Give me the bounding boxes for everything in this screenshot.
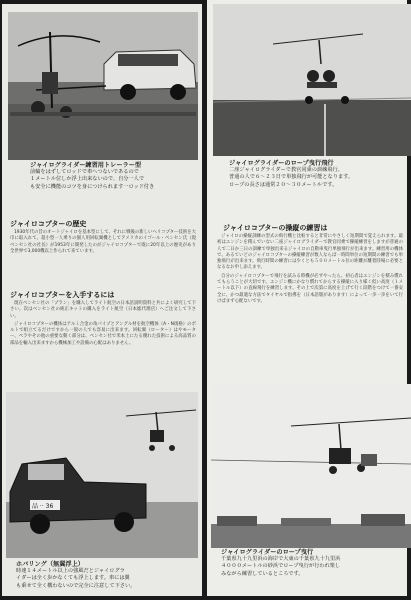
caption-title: ホバリング（無翼浮上） [16, 561, 84, 568]
caption-line: イダーは全く歩かなくても浮上します。車には翼 [16, 575, 130, 582]
training-heading: ジャイロコプターの操縦の練習は [223, 224, 328, 232]
caption-title: ジャイログライダーのロープ曳行飛行 [229, 160, 334, 167]
caption-line: みながら練習しているところです。 [221, 570, 304, 577]
hovering-caption [16, 561, 198, 590]
caption-title: ジャイログライダーのロープ曳行 [221, 549, 314, 556]
caption-line: 千葉県九十九里浜の海岸で大東の千葉県九十九里浜 [221, 556, 341, 563]
caption-line: ロープの長さは通常２０〜３０メートルです。 [229, 181, 338, 188]
right-page [207, 0, 407, 596]
caption-line: ４０００メートルの砂浜でロープ曳行が行われ楽し [221, 563, 341, 570]
caption-line: 時速１４メートル以上の強風だとジャイログラ [16, 568, 125, 575]
caption-line: 普通の人で６〜２３日で単独飛行が可能となります。 [229, 174, 354, 181]
license-plate: 品 ·· 36 [32, 503, 54, 510]
history-heading: ジャイロコプターの歴史 [10, 220, 87, 228]
beach-rope-tow-caption [221, 549, 411, 578]
caption-title: ジャイログライダー練習用トレーラー型 [30, 162, 142, 169]
caption-line: １メートル位しか浮上出来ないので、自分一人で [30, 176, 145, 183]
paragraph: 自分のジャイロコプターで飛行を試みる時機が必ずやったら、初心者はエンジンを積み慣れてもらうことが大切です。エンジン機にかなり慣れてからする操縦に入り様く低い高度（１メートル以下）の直線飛行を練習します。その上で次第に高度を上げて行く段階をつけて一番安全に、かつ最適な方法でタイヤルで指導を（日本語版があります）によって一歩一歩をいて行けばまず心配ないです。 [217, 273, 403, 304]
paragraph: 1930年代の昔のオートジャイロを基本型にして、それに戦後の新しいヘリコプター技術を大巾に取入れて、超小型一人乗りの個人用回転翼機としてアメリカのイゴール・ベンセン氏（現ベンセン社の社長）が1953年に開発したのがジャイロコプターで既に20年以上の歴史があり全世界で3,000機以上作られて来ています。 [10, 230, 196, 254]
caption-line: 前輪をはずしてロッドで車へつないであるので [30, 169, 139, 176]
left-page [2, 4, 202, 596]
rope-tow-training-caption [229, 160, 405, 189]
caption-line: も乗せて全く構わないので完全に注意して下さい。 [16, 582, 136, 589]
trailer-gyroglider-photo [8, 12, 198, 160]
howto-body [10, 301, 196, 349]
caption-line: 二座ジャイログライダーで教官同乗の訓練飛行。 [229, 167, 343, 174]
training-body [217, 234, 403, 307]
trailer-photo-caption [30, 162, 200, 191]
paragraph: ジャイロの操縦訓練の型式の飛行機と比較すると非常にやさしく短期間で覚えられます。最初はエンジンを積んでいない二座ジャイログライダーで教官同乗で操縦練習をしますが普通の人で二日か三日の訓練で単独出来るジャイロの自動車曳行単独飛行が出来ます。練習用の機体で、あるていどのジャイロコプターの操縦練習が数人ならば一時間単位の短期間の練習でも単独飛行が出来ます。飛行時間の練習には少くとも５００メートル位の距離が離着陸場に必要となるなお申し添えます。 [217, 234, 403, 271]
caption-line: も安全に機能のコツを身につけられます一ロッド付き [30, 183, 155, 190]
history-body [10, 230, 196, 257]
paragraph: 現在ベンセン社の「プラン」を購入してライト航空の日本語説明資料と共によく研究して下さい。次はベンセン社の純正キットの購入をライト航空（日本総代理店）へご注文して下さい。 [10, 301, 196, 319]
hovering-photo [6, 392, 198, 558]
paragraph: ジャイロコプターの機体はアルミ合金の角パイプとアングル材を航空機体（A・N規格）のボルトで組立てるだけですから一般の人でも容易に出来ます。回転翼（ローター）はやモーター、ペラやその他の重要な動く部分は、ベンセン社で米本土にたる優れた技術による高品質の部品を輸入出来ますから機械加工や設備の心配はありません。 [10, 321, 196, 346]
beach-rope-tow-photo [211, 384, 411, 548]
howto-heading: ジャイロコプターを入手するには [10, 291, 115, 299]
rope-tow-training-photo [213, 4, 411, 156]
